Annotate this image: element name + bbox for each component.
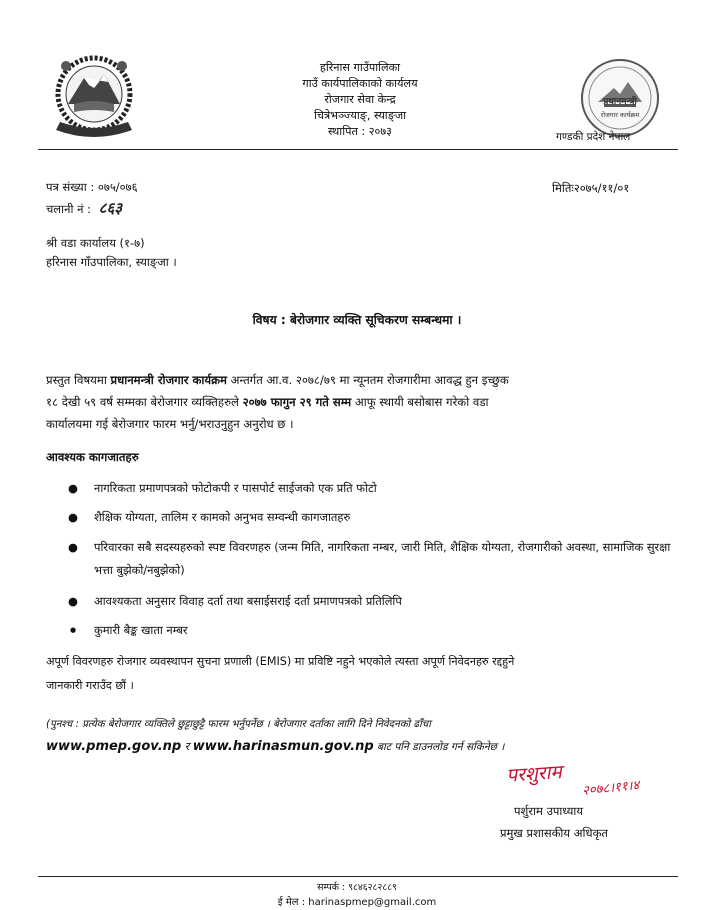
bullet-icon: ● bbox=[68, 510, 78, 524]
postscript-line-2: www.pmep.gov.np र www.harinasmun.gov.np बाट पनि डाउनलोड गर्न सकिनेछ । bbox=[46, 739, 505, 754]
docs-heading: आवश्यक कागजातहरु bbox=[46, 450, 139, 464]
office-name: गाउँ कार्यपालिकाको कार्यलय bbox=[302, 77, 418, 90]
list-item: ● कुमारी बैङ्क खाता नम्बर bbox=[68, 620, 676, 640]
list-item: ● आवश्यकता अनुसार विवाह दर्ता तथा बसाईसराई दर्ता प्रमाणपत्रको प्रतिलिपि bbox=[68, 591, 676, 611]
recipient-line-2: हरिनास गाँउपालिका, स्याङ्जा । bbox=[46, 255, 177, 269]
province-label: गण्डकी प्रदेश नेपाल bbox=[556, 131, 631, 143]
bullet-icon: ● bbox=[68, 540, 78, 554]
letter-date: मितिः२०७५/११/०१ bbox=[552, 181, 630, 195]
pmep-url[interactable]: www.pmep.gov.np bbox=[46, 739, 182, 754]
footer-email[interactable]: ई मेल : harinaspmep@gmail.com bbox=[277, 897, 437, 908]
dispatch-number: ८६३ bbox=[98, 199, 123, 217]
deadline: २०७७ फागुन २९ गते सम्म bbox=[242, 395, 352, 409]
body-line-1: प्रस्तुत विषयमा प्रधानमन्त्री रोजगार कार्यक्रम अन्तर्गत आ.व. २०७८/७९ मा न्यूनतम रोजगारीमा आवद्ध हुन इच्छुक bbox=[46, 373, 509, 387]
nepal-emblem-logo bbox=[44, 52, 144, 144]
signature-scribble: परशुराम bbox=[505, 761, 563, 787]
pmep-logo-bottom-text: रोजगार कार्यक्रम bbox=[600, 111, 640, 119]
docs-list bbox=[68, 478, 676, 649]
bullet-icon: ● bbox=[68, 594, 78, 608]
signatory-title: प्रमुख प्रशासकीय अधिकृत bbox=[500, 826, 608, 840]
bullet-icon: ● bbox=[70, 626, 77, 634]
recipient-line-1: श्री वडा कार्यालय (१-७) bbox=[46, 236, 145, 250]
letter-number: पत्र संख्या : ०७५/०७६ bbox=[46, 180, 138, 194]
footer-divider bbox=[38, 876, 678, 877]
office-header bbox=[220, 60, 500, 140]
closing-paragraph: अपूर्ण विवरणहरु रोजगार व्यवस्थापन सुचना प्रणाली (EMIS) मा प्रविष्टि नहुने भएकोले त्यस्ता अपूर्ण निवेदनहरु रद्दहुने जानकारी गराउँद छौं । bbox=[46, 655, 515, 692]
municipality-name: हरिनास गाउँपालिका bbox=[319, 61, 401, 74]
body-paragraph bbox=[46, 369, 676, 435]
signature-handwriting bbox=[506, 756, 676, 806]
established: स्थापित : २०७३ bbox=[328, 125, 392, 138]
center-name: रोजगार सेवा केन्द्र bbox=[324, 93, 396, 106]
postscript-note bbox=[46, 715, 696, 757]
footer-phone: सम्पर्क : ९८४६२८२८८९ bbox=[317, 882, 397, 893]
address: चित्रेभञ्ज्याङ्, स्याङ्जा bbox=[313, 109, 407, 122]
body-line-3: कार्यालयमा गई बेरोजगार फारम भर्नु/भराउनुहुन अनुरोध छ । bbox=[46, 417, 294, 431]
header-divider bbox=[38, 149, 678, 150]
postscript-line-1: (पुनश्च : प्रत्येक बेरोजगार व्यक्तिले छुट्टाछुट्टै फारम भर्नुपर्नेछ । बेरोजगार दर्ताका लागि दिने निवेदनको ढाँचा bbox=[46, 719, 431, 730]
pmep-logo-top-text: प्रधानमन्त्री bbox=[603, 97, 637, 107]
bullet-icon: ● bbox=[68, 481, 78, 495]
signatory-name: पर्शुराम उपाध्याय bbox=[514, 804, 584, 818]
body-line-2: १८ देखी ५९ वर्ष सम्मका बेरोजगार व्यक्तिहरुले २०७७ फागुन २९ गते सम्म आफू स्थायी बसोबास गरेको वडा bbox=[46, 395, 489, 409]
municipality-url[interactable]: www.harinasmun.gov.np bbox=[192, 739, 374, 754]
dispatch-label: चलानी नं : bbox=[46, 202, 92, 216]
signature-date: २०७८।११।४ bbox=[581, 778, 640, 799]
list-item: ● नागरिकता प्रमाणपत्रको फोटोकपी र पासपोर्ट साईजको एक प्रति फोटो bbox=[68, 478, 676, 498]
pmep-logo bbox=[580, 58, 660, 138]
program-name: प्रधानमन्त्री रोजगार कार्यक्रम bbox=[110, 373, 227, 387]
list-item: ● शैक्षिक योग्यता, तालिम र कामको अनुभव सम्वन्धी कागजातहरु bbox=[68, 507, 676, 527]
dispatch-row bbox=[46, 198, 122, 218]
list-item: ● परिवारका सबै सदस्यहरुको स्पष्ट विवरणहरु (जन्म मिति, नागरिकता नम्बर, जारी मिति, शैक्षिक योग्यता, रोजगारीको अवस्था, सामाजिक सुरक्षा भत्ता बुझेको/नबुझेको) bbox=[68, 536, 676, 582]
subject: विषय : बेरोजगार व्यक्ति सूचिकरण सम्बन्धमा । bbox=[252, 313, 462, 327]
